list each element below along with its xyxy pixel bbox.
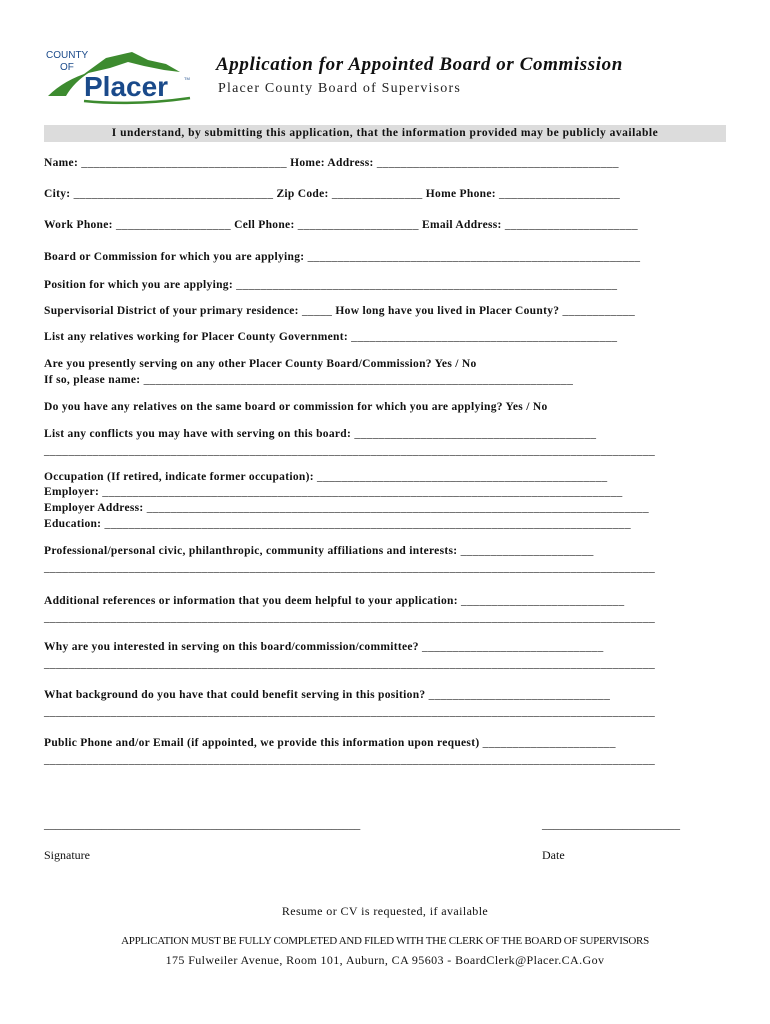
board-label: Board or Commission for which you are applying: (44, 251, 305, 263)
district-row (44, 305, 635, 317)
why-label: Why are you interested in serving on this board/commission/committee? (44, 641, 419, 653)
education-label: Education: (44, 518, 102, 530)
occupation-field[interactable]: ________________________________________________ (317, 471, 608, 483)
signature-label: Signature (44, 848, 90, 862)
background-continuation-line[interactable]: _____________________________________________________________________________________________________ (44, 706, 656, 718)
why-field[interactable]: ______________________________ (422, 641, 604, 653)
cell-phone-label: Cell Phone: (234, 219, 295, 231)
relatives-gov-row (44, 331, 617, 343)
employer-label: Employer: (44, 486, 100, 498)
references-continuation-line[interactable]: _____________________________________________________________________________________________________ (44, 612, 656, 624)
public-notice-banner: I understand, by submitting this application, that the information provided may be publicly available (44, 125, 726, 142)
logo-placer-text: Placer (84, 71, 169, 102)
email-field[interactable]: ______________________ (504, 219, 638, 231)
placer-county-logo (44, 46, 196, 108)
city-label: City: (44, 188, 71, 200)
background-row (44, 689, 610, 701)
date-line[interactable]: ________________________ (542, 819, 680, 831)
position-field[interactable]: _______________________________________________________________ (236, 279, 618, 291)
references-row (44, 595, 624, 607)
name-label: Name: (44, 157, 79, 169)
employer-address-field[interactable]: ___________________________________________________________________________________ (146, 502, 649, 514)
board-row (44, 251, 640, 263)
references-field[interactable]: ___________________________ (461, 595, 625, 607)
public-contact-continuation-line[interactable]: _____________________________________________________________________________________________________ (44, 754, 656, 766)
home-address-field[interactable]: ________________________________________ (376, 157, 619, 169)
relatives-gov-field[interactable]: ____________________________________________ (351, 331, 618, 343)
home-phone-field[interactable]: ____________________ (499, 188, 621, 200)
education-field[interactable]: _______________________________________________________________________________________ (104, 518, 631, 530)
district-field[interactable]: _____ (301, 305, 336, 317)
home-address-label: Home: Address: (290, 157, 374, 169)
employer-row (44, 486, 623, 498)
position-label: Position for which you are applying: (44, 279, 233, 291)
public-contact-field[interactable]: ______________________ (482, 737, 616, 749)
resume-note: Resume or CV is requested, if available (281, 904, 489, 918)
phones-email-row (44, 219, 638, 231)
employer-address-row (44, 502, 649, 514)
email-label: Email Address: (421, 219, 502, 231)
position-row (44, 279, 617, 291)
name-address-row (44, 157, 619, 169)
city-field[interactable]: _________________________________ (73, 188, 277, 200)
date-label: Date (542, 848, 565, 862)
if-so-field[interactable]: _______________________________________________________________________ (143, 374, 574, 386)
clerk-address: 175 Fulweiler Avenue, Room 101, Auburn, CA 95603 - BoardClerk@Placer.CA.Gov (165, 953, 605, 967)
employer-address-label: Employer Address: (44, 502, 144, 514)
occupation-row (44, 471, 607, 483)
why-continuation-line[interactable]: _____________________________________________________________________________________________________ (44, 658, 656, 670)
city-zip-phone-row (44, 188, 620, 200)
serving-question: Are you presently serving on any other Placer County Board/Commission? Yes / No (44, 358, 477, 370)
page-subtitle: Placer County Board of Supervisors (218, 81, 461, 96)
affiliations-continuation-line[interactable]: _____________________________________________________________________________________________________ (44, 562, 656, 574)
signature-line[interactable]: _______________________________________________________ (44, 819, 361, 831)
logo-county-text: COUNTY (46, 50, 89, 61)
work-phone-field[interactable]: ___________________ (115, 219, 235, 231)
if-so-row (44, 374, 573, 386)
page-title: Application for Appointed Board or Commission (216, 54, 623, 75)
how-long-label: How long have you lived in Placer County? (335, 305, 560, 317)
name-field[interactable]: __________________________________ (81, 157, 291, 169)
conflicts-field[interactable]: ________________________________________ (354, 428, 597, 440)
why-row (44, 641, 604, 653)
filing-instructions: APPLICATION MUST BE FULLY COMPLETED AND FILED WITH THE CLERK OF THE BOARD OF SUPERVISORS (121, 935, 649, 947)
logo-tm-text: TM (184, 76, 190, 81)
board-field[interactable]: _______________________________________________________ (307, 251, 641, 263)
zip-label: Zip Code: (276, 188, 329, 200)
affiliations-label: Professional/personal civic, philanthropic, community affiliations and interests: (44, 545, 458, 557)
relatives-gov-label: List any relatives working for Placer County Government: (44, 331, 348, 343)
public-contact-label: Public Phone and/or Email (if appointed, we provide this information upon request) (44, 737, 480, 749)
conflicts-label: List any conflicts you may have with serving on this board: (44, 428, 352, 440)
references-label: Additional references or information that you deem helpful to your application: (44, 595, 458, 607)
conflicts-continuation-line[interactable]: _____________________________________________________________________________________________________ (44, 445, 656, 457)
occupation-label: Occupation (If retired, indicate former occupation): (44, 471, 314, 483)
if-so-label: If so, please name: (44, 374, 141, 386)
background-label: What background do you have that could benefit serving in this position? (44, 689, 426, 701)
relatives-same-question: Do you have any relatives on the same board or commission for which you are applying? Yes / No (44, 401, 548, 413)
public-contact-row (44, 737, 616, 749)
work-phone-label: Work Phone: (44, 219, 113, 231)
zip-field[interactable]: _______________ (331, 188, 426, 200)
conflicts-row (44, 428, 596, 440)
employer-field[interactable]: ______________________________________________________________________________________ (102, 486, 623, 498)
district-label: Supervisorial District of your primary residence: (44, 305, 299, 317)
home-phone-label: Home Phone: (425, 188, 496, 200)
background-field[interactable]: ______________________________ (428, 689, 611, 701)
affiliations-row (44, 545, 594, 557)
cell-phone-field[interactable]: ____________________ (297, 219, 422, 231)
affiliations-field[interactable]: ______________________ (460, 545, 594, 557)
how-long-field[interactable]: ____________ (562, 305, 636, 317)
logo-of-text: OF (60, 62, 74, 73)
education-row (44, 518, 631, 530)
